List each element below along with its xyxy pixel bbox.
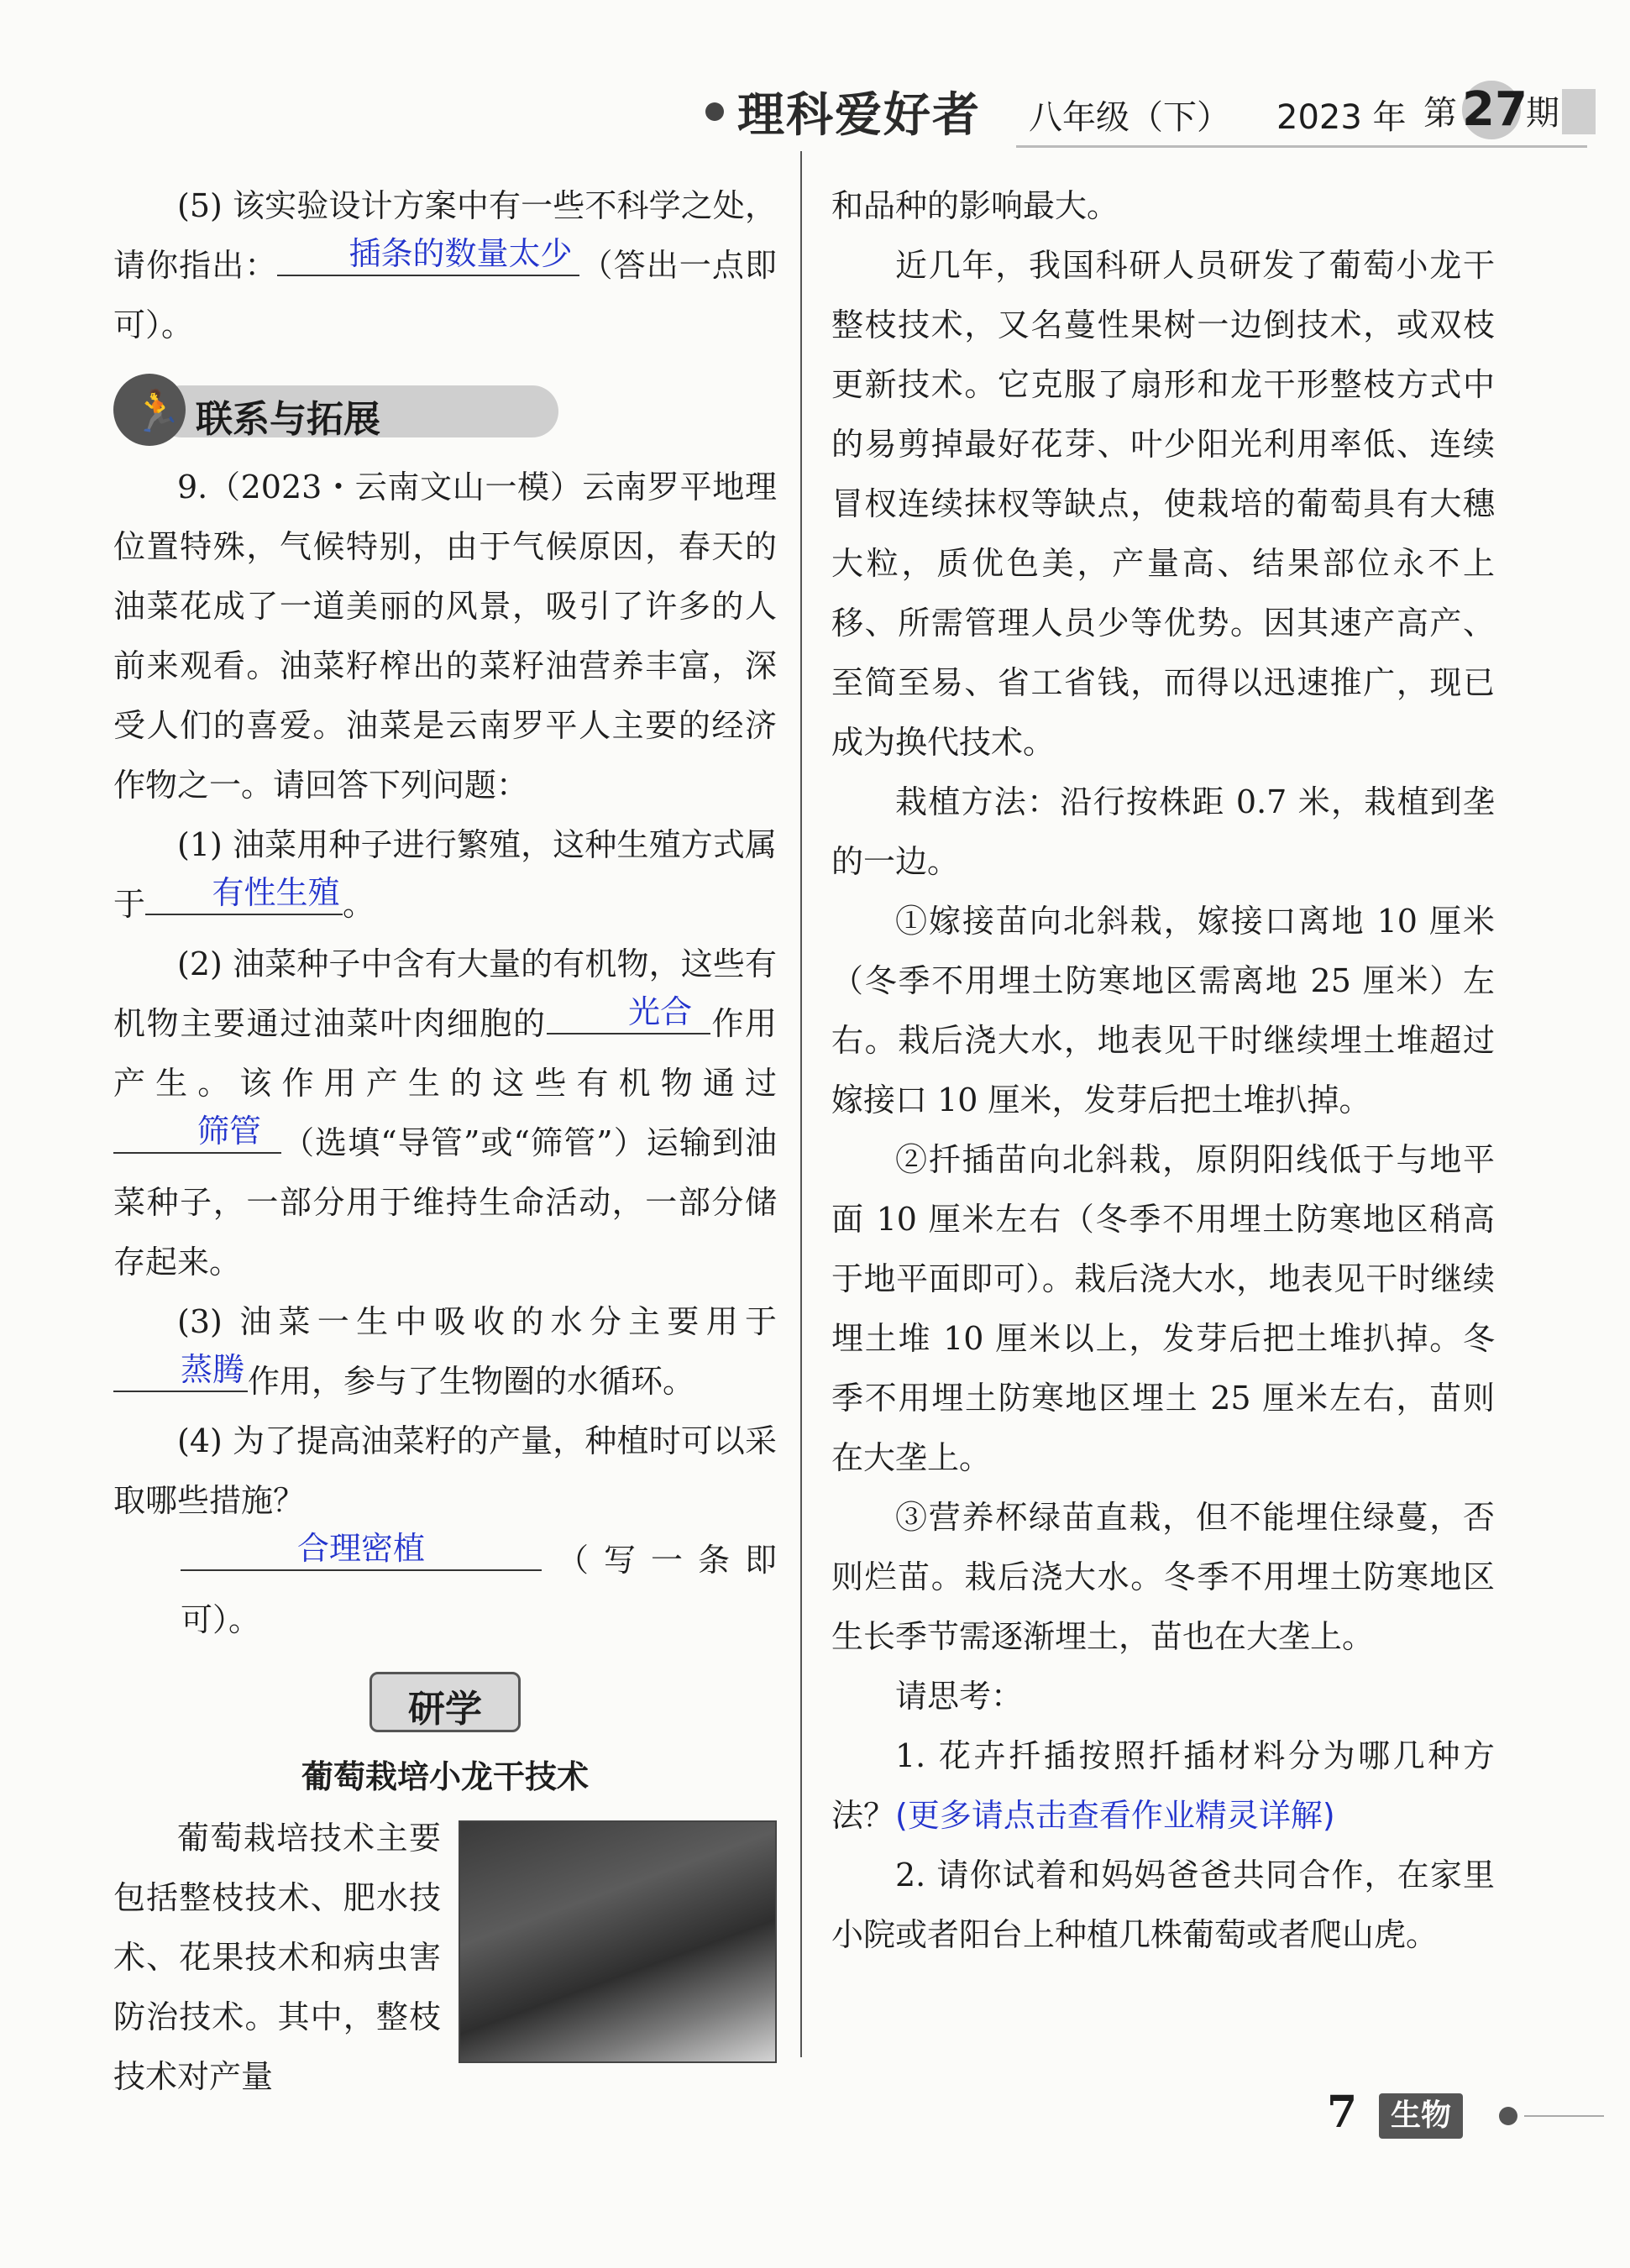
subject-badge: 生物 bbox=[1379, 2093, 1463, 2139]
q4-text-b: （写一条即可）。 bbox=[181, 1542, 777, 1638]
grape-vine-photo bbox=[459, 1820, 777, 2063]
q2-answer-2: 筛管 bbox=[197, 1113, 261, 1150]
method-1: ①嫁接苗向北斜栽，嫁接口离地 10 厘米（冬季不用埋土防寒地区需离地 25 厘米）左右。栽后浇大水，地表见干时继续埋土堆超过嫁接口 10 厘米，发芽后把土堆扒掉。 bbox=[831, 903, 1495, 1118]
question-9-3 bbox=[113, 1292, 777, 1412]
column-divider bbox=[800, 151, 802, 2057]
right-column bbox=[831, 176, 1495, 1965]
q2-answer-blank-1 bbox=[547, 993, 710, 1034]
q1-text-a: (1) 油菜用种子进行繁殖，这种生殖方式属于 bbox=[113, 826, 777, 923]
think-question-1 bbox=[831, 1726, 1495, 1846]
q5-text-a: (5) 该实验设计方案中有一些不科学之处，请你指出： bbox=[113, 187, 777, 284]
article-intro-block bbox=[113, 1809, 777, 2107]
question-9-2 bbox=[113, 935, 777, 1292]
q2-answer-1: 光合 bbox=[628, 993, 693, 1030]
q4-answer: 合理密植 bbox=[296, 1530, 425, 1567]
planting-method: 栽植方法：沿行按株距 0.7 米，栽植到垄的一边。 bbox=[831, 783, 1495, 880]
page-footer bbox=[1327, 2087, 1604, 2145]
think-question-2: 2. 请你试着和妈妈爸爸共同合作，在家里小院或者阳台上种植几株葡萄或者爬山虎。 bbox=[831, 1857, 1495, 1953]
q3-answer: 蒸腾 bbox=[180, 1351, 244, 1388]
q5-text-b: （答出一点即可）。 bbox=[113, 247, 777, 343]
header-rule bbox=[1016, 145, 1587, 148]
q1-text-b: 。 bbox=[343, 886, 375, 923]
page-number: 7 bbox=[1327, 2087, 1358, 2138]
header-decor-bar bbox=[1562, 89, 1596, 134]
method-3: ③营养杯绿苗直栽，但不能埋住绿蔓，否则烂苗。栽后浇大水。冬季不用埋土防寒地区生长季节需逐渐埋土，苗也在大垄上。 bbox=[831, 1499, 1495, 1655]
q2-text-a: (2) 油菜种子中含有大量的有机物，这些有机物主要通过油菜叶肉细胞的 bbox=[113, 945, 777, 1042]
question-9-1 bbox=[113, 815, 777, 935]
section-title: 联系与拓展 bbox=[196, 398, 380, 441]
yanxue-title: 研学 bbox=[408, 1688, 482, 1731]
issue-label bbox=[1423, 81, 1559, 139]
question-9-4-answer-line bbox=[113, 1531, 777, 1650]
q4-answer-blank bbox=[181, 1532, 542, 1571]
q3-text-a: (3) 油菜一生中吸收的水分主要用于 bbox=[177, 1303, 777, 1340]
issue-number: 27 bbox=[1462, 81, 1521, 139]
article-paragraph-2: 近几年，我国科研人员研发了葡萄小龙干整枝技术，又名蔓性果树一边倒技术，或双枝更新技术。它克服了扇形和龙干形整枝方式中的易剪掉最好花芽、叶少阳光利用率低、连续冒杈连续抹杈等缺点，使栽培的葡萄具有大穗大粒，质优色美，产量高、结果部位永不上移、所需管理人员少等优势。因其速产高产、至简至易、省工省钱，而得以迅速推广，现已成为换代技术。 bbox=[831, 247, 1495, 761]
question-9-intro: 9.（2023・云南文山一模）云南罗平地理位置特殊，气候特别，由于气候原因，春天的油菜花成了一道美丽的风景，吸引了许多的人前来观看。油菜籽榨出的菜籽油营养丰富，深受人们的喜爱。油菜是云南罗平人主要的经济作物之一。请回答下列问题： bbox=[113, 469, 777, 804]
q1-answer: 有性生殖 bbox=[212, 874, 340, 911]
year-label: 2023 年 bbox=[1276, 98, 1407, 137]
think-heading: 请思考： bbox=[895, 1678, 1024, 1715]
bullet-icon bbox=[705, 102, 724, 121]
yanxue-header bbox=[370, 1672, 521, 1732]
q2-answer-blank-2 bbox=[113, 1115, 281, 1154]
think-q1-text: 1. 花卉扦插按照扦插材料分为哪几种方法？ bbox=[831, 1737, 1495, 1834]
section-header-lianxi bbox=[113, 369, 777, 449]
article-paragraph-1: 葡萄栽培技术主要包括整枝技术、肥水技术、花果技术和病虫害防治技术。其中，整枝技术对产量 bbox=[113, 1820, 441, 2095]
q5-answer: 插条的数量太少 bbox=[349, 235, 573, 272]
magazine-brand bbox=[705, 81, 1016, 143]
question-5 bbox=[113, 176, 777, 355]
q5-answer-blank bbox=[277, 235, 579, 276]
article-title: 葡萄栽培小龙干技术 bbox=[301, 1758, 589, 1795]
q1-answer-blank bbox=[145, 874, 343, 915]
runner-icon: 🏃 bbox=[132, 388, 182, 435]
brand-title: 理科爱好者 bbox=[737, 88, 981, 143]
issue-suffix: 期 bbox=[1526, 93, 1559, 133]
question-9-4: (4) 为了提高油菜籽的产量，种植时可以采取哪些措施？ bbox=[113, 1422, 777, 1519]
q3-answer-blank bbox=[113, 1351, 248, 1392]
footer-rule bbox=[1524, 2115, 1604, 2117]
issue-prefix: 第 bbox=[1423, 93, 1457, 133]
q2-text-c: （选填“导管”或“筛管”）运输到油菜种子，一部分用于维持生命活动，一部分储存起来。 bbox=[113, 1124, 777, 1281]
q3-text-b: 作用，参与了生物圈的水循环。 bbox=[248, 1363, 695, 1400]
answer-detail-link[interactable]: (更多请点击查看作业精灵详解) bbox=[895, 1797, 1335, 1834]
method-2: ②扦插苗向北斜栽，原阴阳线低于与地平面 10 厘米左右（冬季不用埋土防寒地区稍高于地平面即可）。栽后浇大水，地表见干时继续埋土堆 10 厘米以上，发芽后把土堆扒掉。冬季不用埋土防寒地区埋土 25 厘米左右，苗则在大垄上。 bbox=[831, 1141, 1495, 1476]
article-paragraph-continued: 和品种的影响最大。 bbox=[831, 187, 1119, 224]
left-column bbox=[113, 176, 777, 2107]
q2-text-b: 作用产生。该作用产生的这些有机物通过 bbox=[113, 1005, 777, 1102]
footer-dot-icon bbox=[1499, 2107, 1517, 2125]
grade-label: 八年级（下） bbox=[1029, 98, 1230, 137]
page-header bbox=[705, 81, 1587, 143]
